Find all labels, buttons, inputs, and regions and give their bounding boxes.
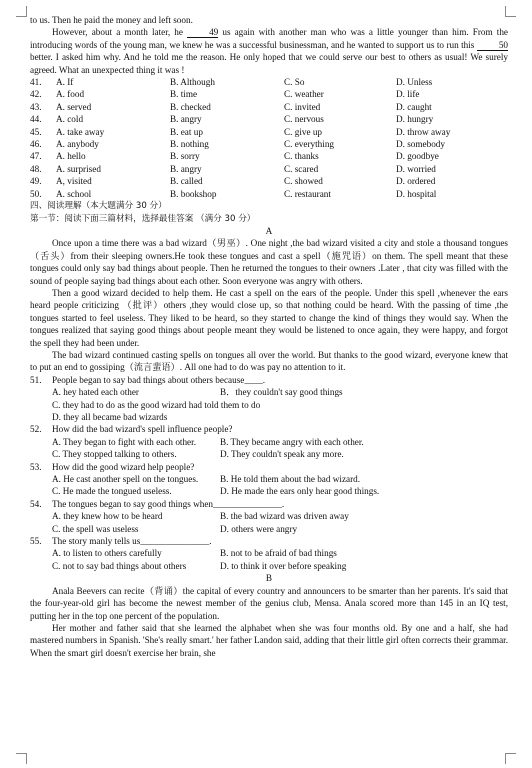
option-d: D. Unless [396,77,433,88]
answer-option: C. not to say bad things about others [52,560,187,571]
question-number: 54. [30,498,42,509]
question-number: 46. [30,139,42,150]
option-c: C. scared [284,163,319,174]
answer-blank: _______________. [213,498,285,509]
crop-mark-bottom-right [505,753,516,764]
answer-option: C. They stopped talking to others. [52,449,177,460]
cloze-row [30,150,508,162]
option-c: C. give up [284,126,323,137]
option-a: A. anybody [56,139,99,150]
option-c: C. So [284,77,305,88]
cloze-row [30,163,508,175]
cloze-row [30,101,508,113]
question-text [52,535,212,547]
option-c: C. everything [284,139,335,150]
intro-text-a: However, about a month later, he [52,27,183,38]
option-a: A. take away [56,126,105,137]
question-list [30,374,508,573]
option-a: A. hello [56,151,86,162]
answer-option: A. to listen to others carefully [52,548,162,559]
crop-mark-top-right [505,6,516,17]
option-c: C. invited [284,101,321,112]
question-number: 45. [30,126,42,137]
answer-option: C. He made the tongued useless. [52,486,172,497]
answer-option: D. They couldn't speak any more. [220,449,344,460]
option-a: A, visited [56,176,92,187]
option-a: A. surprised [56,163,101,174]
question-stem-text: People began to say bad things about others because [52,374,245,385]
crop-mark-top-left [16,6,27,17]
question-stem [30,423,508,435]
option-c: C. restaurant [284,188,331,199]
option-a: A. school [56,188,92,199]
answer-option: A. hey hated each other [52,387,139,398]
answer-option: B. the bad wizard was driven away [220,511,349,522]
question-number: 50. [30,188,42,199]
question-number: 49. [30,176,42,187]
cloze-row [30,88,508,100]
question-stem-text: The tongues began to say good things when [52,498,214,509]
option-b: B. sorry [170,151,200,162]
option-d: D. worried [396,163,436,174]
answer-options [30,547,508,572]
option-d: D. goodbye [396,151,439,162]
option-d: D. hospital [396,188,437,199]
answer-option: B．they couldn't say good things [220,387,343,398]
answer-option: D. they all became bad wizards [52,412,168,422]
option-b: B. angry [170,163,202,174]
option-a: A. cold [56,114,84,125]
question-stem [30,498,508,510]
answer-option: A. He cast another spell on the tongues. [52,474,199,485]
answer-option: C. the spell was useless [52,523,139,534]
question-number: 53. [30,461,42,472]
cloze-row [30,76,508,88]
option-b: B. angry [170,114,202,125]
option-b: B. nothing [170,139,209,150]
option-d: D. throw away [396,126,451,137]
section-subtitle: 第一节：阅读下面三篇材料，选择最佳答案 （满分 30 分） [30,213,256,224]
question-number: 42. [30,89,42,100]
cloze-options [30,76,508,200]
question-number: 48. [30,163,42,174]
option-b: B. Although [170,77,215,88]
passage-b-p2: Her mother and father said that she learned the alphabet when she was four months old. By one and a half, she had mastered numbers in Spanish. 'She's really smart.' her father Landon said, adding that their little girl often corrects their grammar. When the smart girl doesn't exercise her brain, she [30,622,508,658]
question-number: 47. [30,151,42,162]
answer-option: D. He made the ears only hear good things. [220,486,380,497]
option-d: D. somebody [396,139,445,150]
question-stem [30,461,508,473]
intro-paragraph [30,26,508,76]
answer-option: B. not to be afraid of bad things [220,548,337,559]
option-c: C. nervous [284,114,324,125]
cloze-row [30,175,508,187]
question-stem-text: The story manly tells us [52,536,141,547]
passage-a-p2: Then a good wizard decided to help them. He cast a spell on the ears of the people. Under this spell ,whenever the ears heard people criticizing （批评）others ,they would close up, so that nothing could be heard. With the passing of time ,the tongues started to feel useless. They liked to be heard, so they started to change the kind of things they would say. When the tongues realized that saying good things about people meant they would be listened to once again, they were happy, and forgot the spell they had been under. [30,287,508,348]
answer-option: D. to think it over before speaking [220,560,347,571]
option-a: A. If [56,77,74,88]
option-d: D. hungry [396,114,434,125]
answer-option: D. others were angry [220,523,298,534]
question-number: 43. [30,101,42,112]
question-text [52,461,194,473]
option-b: B. called [170,176,203,187]
cloze-row [30,188,508,200]
cloze-row [30,138,508,150]
passage-b-label: B [265,573,273,584]
cloze-row [30,126,508,138]
question-number: 51. [30,374,42,385]
passage-a-p3: The bad wizard continued casting spells on tongues all over the world. But thanks to the good wizard, everyone knew that to put an end to gossiping（流言蜚语）. All one had to do was pay no attention to it. [30,349,508,373]
answer-option: B. They became angry with each other. [220,436,364,447]
answer-option: B. He told them about the bad wizard. [220,474,361,485]
option-b: B. checked [170,101,211,112]
question-stem [30,374,508,386]
question-number: 41. [30,77,42,88]
passage-b-p1: Anala Beevers can recite（背诵）the capital of every country and announcers to be smarter than her parents. It's said that the four-year-old girl has become the newest member of the genius club, Mensa. Anala scored more than 145 in an IQ test, putting her in the top one percent of the population. [30,585,508,621]
cloze-row [30,113,508,125]
answer-options [30,386,508,423]
answer-option: C. they had to do as the good wizard had told them to do [52,399,261,410]
question-number: 44. [30,114,42,125]
intro-text-b: us again with another man who was a little younger than him. From the introducing words of the young man, we knew he was a successful businessman, and he wanted to support us to run this [30,27,508,50]
option-a: A. food [56,89,85,100]
question-stem-text: How did the good wizard help people? [52,461,195,472]
blank-50: 50 [477,40,508,51]
question-text [52,374,265,386]
option-d: D. ordered [396,176,436,187]
option-c: C. weather [284,89,324,100]
question-text [52,423,233,435]
passage-a-p1: Once upon a time there was a bad wizard（男巫）. One night ,the bad wizard visited a city and stole a thousand tongues（舌头）from their sleeping owners.He took these tongues and cast a spell（施咒语）on them. The spell meant that these tongues could only say bad things about people. Then he returned the tongues to their owners .Later , that city was filled with the sound of people saying bad things about each other. Soon everyone was angry with others. [30,238,508,286]
crop-mark-bottom-left [16,753,27,764]
question-number: 52. [30,424,42,435]
question-stem-text: How did the bad wizard's spell influence people? [52,424,233,435]
section-title: 四、阅读理解（本大题满分 30 分） [30,201,167,212]
option-c: C. thanks [284,151,319,162]
question-text [52,498,284,510]
answer-blank: _______________. [140,536,212,547]
option-b: B. time [170,89,198,100]
answer-option: A. they knew how to be heard [52,511,163,522]
answer-options [30,436,508,461]
option-b: B. eat up [170,126,203,137]
option-c: C. showed [284,176,323,187]
intro-line: to us. Then he paid the money and left soon. [30,15,193,25]
blank-49: 49 [187,27,218,38]
option-d: D. caught [396,101,432,112]
answer-blank: ____. [244,374,266,385]
question-stem [30,535,508,547]
option-d: D. life [396,89,420,100]
question-number: 55. [30,536,42,547]
intro-text-c: better. I asked him why. And he told me the reason. He only hoped that we could serve our best to others as usual! We surely agreed. What an unexpected thing it was ! [30,52,508,75]
answer-options [30,510,508,535]
passage-a-label: A [265,225,273,236]
answer-option: A. They began to fight with each other. [52,436,196,447]
option-a: A. served [56,101,92,112]
answer-options [30,473,508,498]
option-b: B. bookshop [170,188,217,199]
